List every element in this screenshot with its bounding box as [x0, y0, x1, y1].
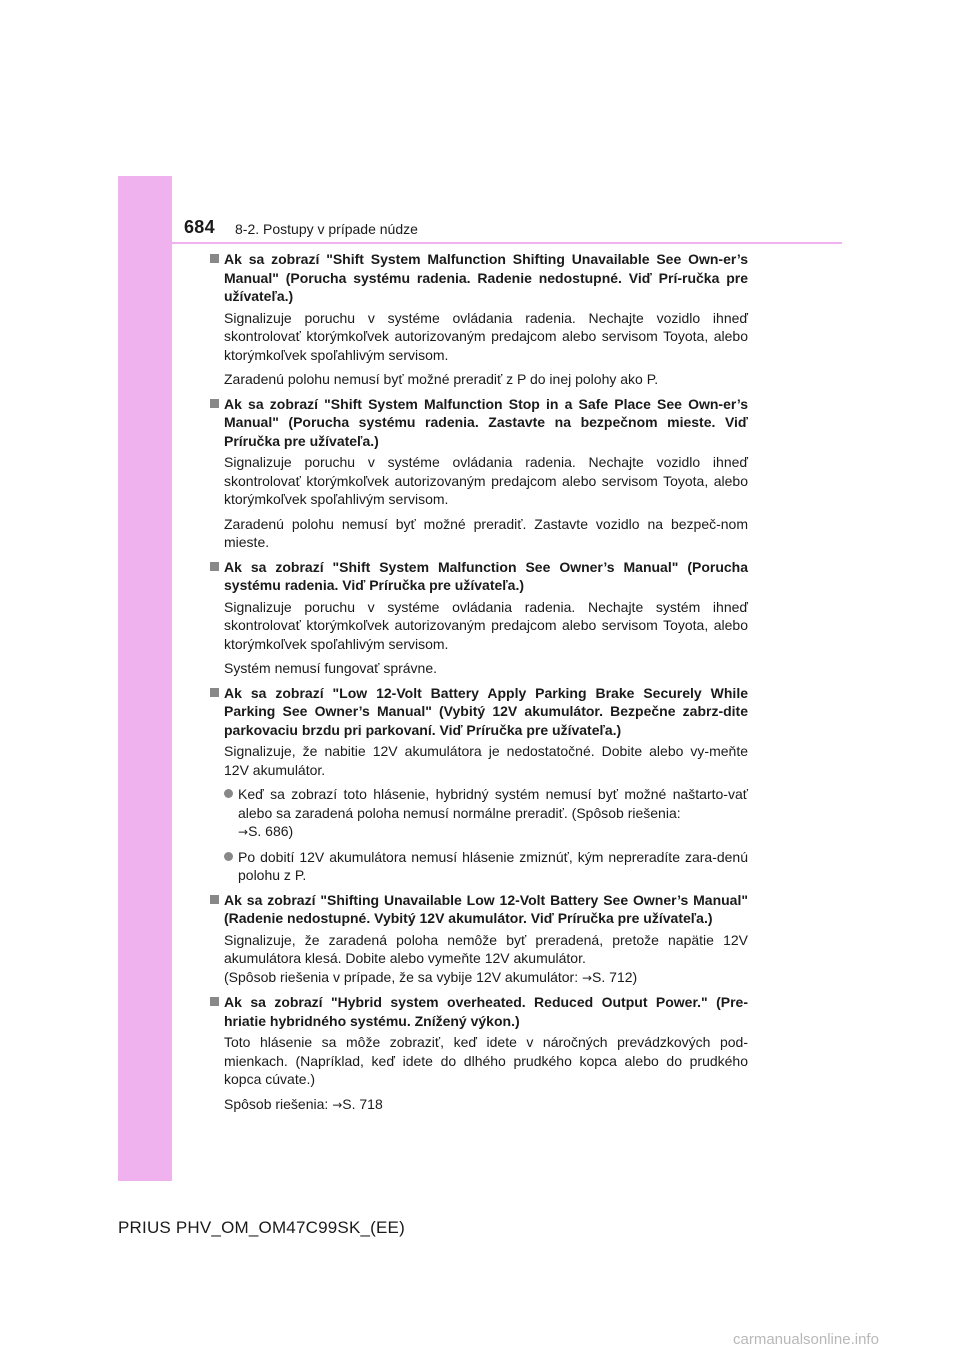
message-description: Signalizuje poruchu v systéme ovládania radenia. Nechajte systém ihneď skontrolovať ktorýmkoľvek autorizovaným predajcom alebo servisom Toyota, alebo ktorýmkoľvek spoľahlivým servisom.	[224, 598, 748, 652]
reference-text: (Spôsob riešenia v prípade, že sa vybije 12V akumulátor:	[224, 968, 579, 985]
arrow-right-icon: →	[238, 825, 249, 839]
chapter-tab-bar	[118, 176, 172, 1181]
reference-text: Spôsob riešenia:	[224, 1095, 329, 1112]
message-heading	[210, 250, 748, 306]
bullet-item	[210, 785, 748, 842]
message-heading-text: Ak sa zobrazí "Shift System Malfunction See Owner’s Manual" (Porucha systému radenia. Viď Príručka pre užívateľa.)	[224, 558, 748, 593]
message-entry	[210, 395, 748, 552]
message-note: Zaradenú polohu nemusí byť možné preradiť. Zastavte vozidlo na bezpeč-nom mieste.	[224, 515, 748, 550]
message-heading-text: Ak sa zobrazí "Shifting Unavailable Low 12-Volt Battery See Owner’s Manual" (Radenie nedostupné. Vybitý 12V akumulátor. Viď Príručka pre užívateľa.)	[224, 891, 748, 926]
round-bullet-icon	[224, 852, 233, 861]
document-code: PRIUS PHV_OM_OM47C99SK_(EE)	[118, 1218, 405, 1237]
square-bullet-icon	[210, 254, 219, 263]
message-description	[210, 931, 748, 988]
square-bullet-icon	[210, 895, 219, 904]
bullet-text: Po dobití 12V akumulátora nemusí hlásenie zmiznúť, kým nepreradíte zara-denú polohu z P.	[238, 848, 748, 883]
square-bullet-icon	[210, 997, 219, 1006]
message-description: Signalizuje, že nabitie 12V akumulátora je nedostatočné. Dobite alebo vy-meňte 12V akumulátor.	[224, 743, 748, 778]
page-number: 684	[184, 217, 215, 237]
header-divider	[118, 242, 842, 244]
message-note: Systém nemusí fungovať správne.	[224, 660, 438, 676]
message-heading	[210, 558, 748, 595]
message-description: Toto hlásenie sa môže zobraziť, keď idete v náročných prevádzkových pod-mienkach. (Napríklad, keď idete do dlhého prudkého kopca alebo do prudkého kopca cúvate.)	[224, 1034, 748, 1087]
message-description: Signalizuje poruchu v systéme ovládania radenia. Nechajte vozidlo ihneď skontrolovať ktorýmkoľvek autorizovaným predajcom alebo servisom Toyota, alebo ktorýmkoľvek spoľahlivým servisom.	[224, 454, 748, 507]
message-heading-text: Ak sa zobrazí "Low 12-Volt Battery Apply Parking Brake Securely While Parking See Owner’s Manual" (Vybitý 12V akumulátor. Bezpečne zabrz-dite parkovaciu brzdu pri parkovaní. Viď Príručka pre užívateľa.)	[224, 684, 748, 738]
watermark: carmanualsonline.info	[733, 1331, 879, 1348]
message-heading	[210, 993, 748, 1030]
message-note: Zaradenú polohu nemusí byť možné preradiť z P do inej polohy ako P.	[224, 371, 659, 387]
message-entry	[210, 684, 748, 885]
message-heading	[210, 684, 748, 740]
message-entry	[210, 250, 748, 389]
message-heading	[210, 395, 748, 451]
message-entry	[210, 558, 748, 678]
bullet-item	[210, 848, 748, 885]
message-heading-text: Ak sa zobrazí "Shift System Malfunction Stop in a Safe Place See Own-er’s Manual" (Porucha systému radenia. Zastavte na bezpečnom mieste. Viď Príručka pre užívateľa.)	[224, 395, 748, 449]
square-bullet-icon	[210, 688, 219, 697]
message-description: Signalizuje poruchu v systéme ovládania radenia. Nechajte vozidlo ihneď skontrolovať ktorýmkoľvek autorizovaným predajcom alebo servisom Toyota, alebo ktorýmkoľvek spoľahlivým servisom.	[224, 309, 748, 363]
message-entry	[210, 891, 748, 988]
round-bullet-icon	[224, 789, 233, 798]
arrow-right-icon: →	[332, 1097, 343, 1112]
bullet-text: Keď sa zobrazí toto hlásenie, hybridný systém nemusí byť možné naštarto-vať alebo sa zaradená poloha nemusí normálne preradiť. (Spôsob riešenia:	[238, 786, 748, 821]
page-reference-link[interactable]: S. 712)	[592, 968, 638, 985]
page-reference-link[interactable]: S. 686)	[248, 823, 294, 839]
message-description-text: Signalizuje, že zaradená poloha nemôže byť preradená, pretože napätie 12V akumulátora klesá. Dobite alebo vymeňte 12V akumulátor.	[224, 931, 748, 966]
message-heading-text: Ak sa zobrazí "Shift System Malfunction Shifting Unavailable See Own-er’s Manual" (Porucha systému radenia. Radenie nedostupné. Viď Prí-ručka pre užívateľa.)	[224, 251, 748, 304]
square-bullet-icon	[210, 562, 219, 571]
chapter-title: 8-2. Postupy v prípade núdze	[235, 221, 418, 237]
page-content	[210, 250, 748, 1120]
page-reference-link[interactable]: S. 718	[342, 1095, 383, 1112]
message-heading-text: Ak sa zobrazí "Hybrid system overheated. Reduced Output Power." (Pre-hriatie hybridného systému. Znížený výkon.)	[224, 994, 748, 1029]
square-bullet-icon	[210, 399, 219, 408]
reference-line	[210, 1095, 748, 1115]
message-entry	[210, 993, 748, 1114]
message-heading	[210, 891, 748, 928]
arrow-right-icon: →	[581, 970, 593, 985]
